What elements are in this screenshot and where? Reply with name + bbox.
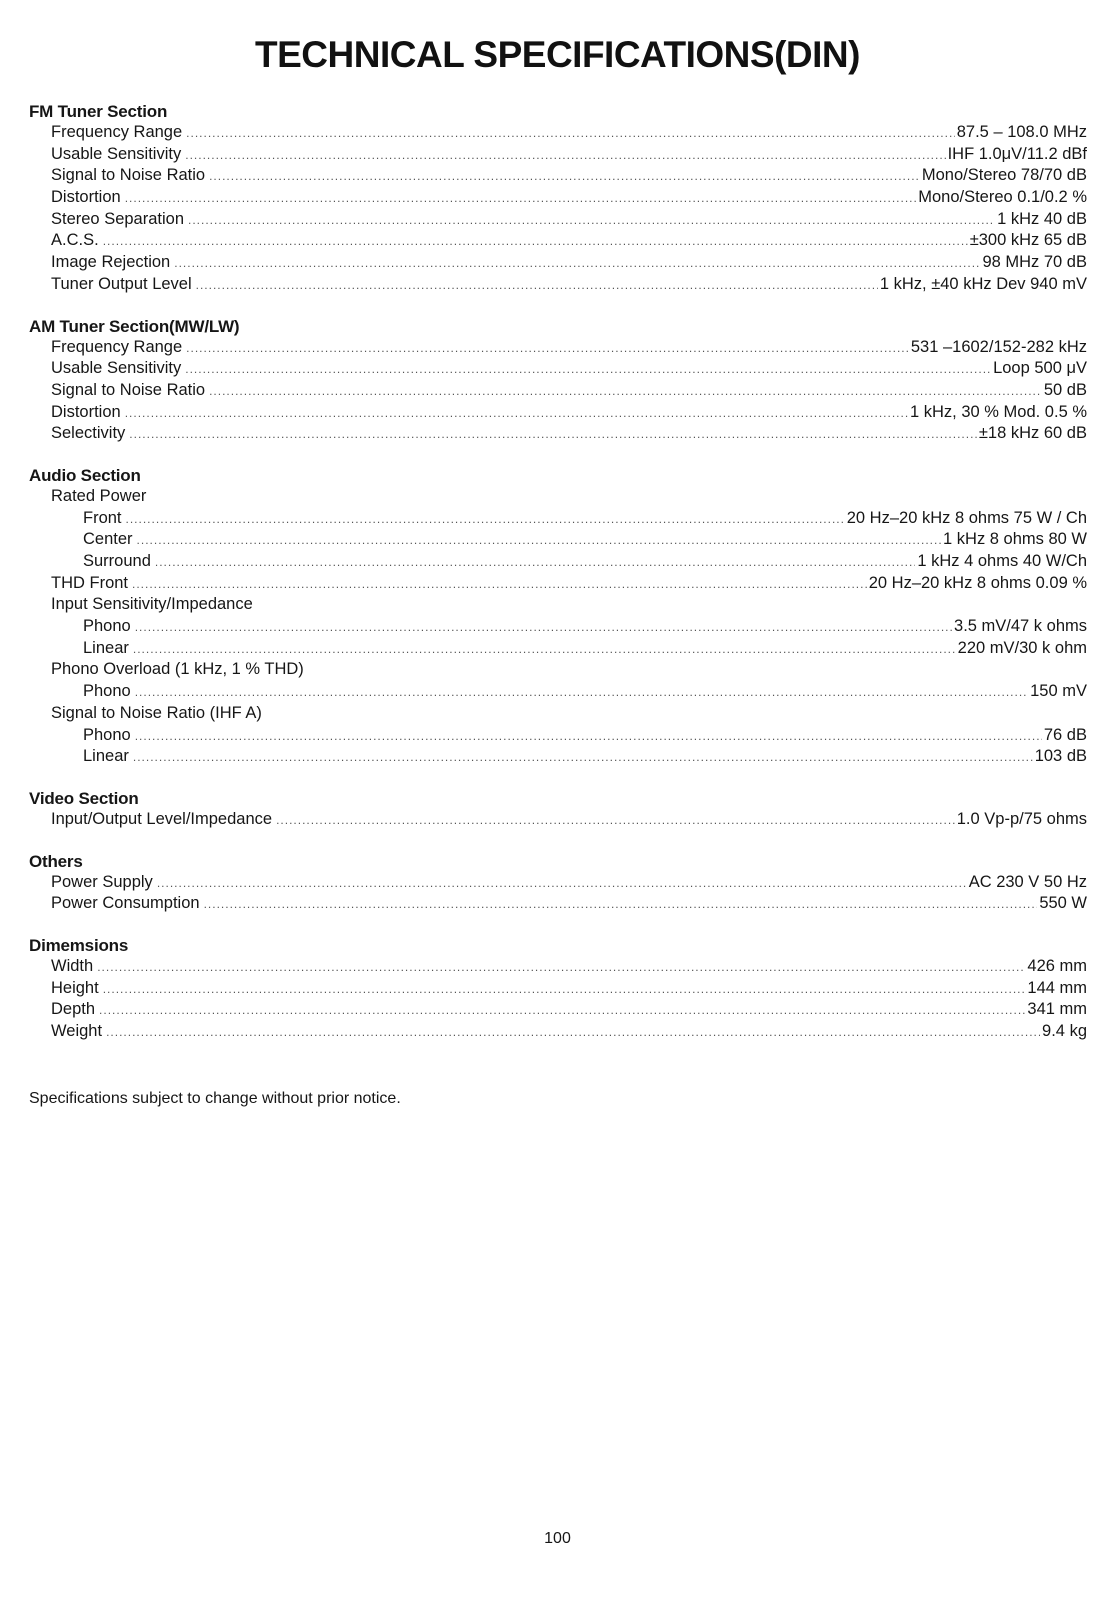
section-heading: FM Tuner Section (29, 102, 168, 121)
dot-leader (137, 530, 942, 552)
spec-value: 9.4 kg (1042, 1022, 1087, 1040)
spec-label: Stereo Separation (51, 209, 185, 228)
dot-leader (126, 509, 845, 531)
spec-value: 341 mm (1027, 1000, 1087, 1019)
spec-value: Mono/Stereo 78/70 dB (921, 166, 1087, 185)
page-title: TECHNICAL SPECIFICATIONS(DIN) (255, 34, 860, 75)
spec-row (29, 508, 1087, 530)
spec-label: Phono (83, 682, 131, 701)
dot-leader (103, 979, 1026, 1001)
spec-row (29, 893, 1087, 915)
spec-section (29, 852, 1087, 915)
spec-label: Phono Overload (1 kHz, 1 % THD) (51, 660, 304, 679)
dot-leader (129, 424, 977, 446)
spec-row (29, 423, 1087, 445)
spec-label: Signal to Noise Ratio (51, 166, 206, 185)
spec-section (29, 936, 1087, 1043)
spec-row (29, 616, 1087, 638)
dot-leader (133, 747, 1033, 769)
spec-row (29, 725, 1087, 747)
dot-leader (97, 957, 1025, 979)
spec-row (29, 999, 1087, 1021)
dot-leader (185, 145, 945, 167)
spec-label: Tuner Output Level (51, 274, 192, 293)
spec-value: 1 kHz, 30 % Mod. 0.5 % (910, 402, 1087, 421)
spec-value: 20 Hz–20 kHz 8 ohms 0.09 % (868, 573, 1087, 592)
spec-row (29, 230, 1087, 252)
spec-label: Phono (83, 617, 131, 636)
spec-value: 103 dB (1034, 747, 1087, 766)
dot-leader (185, 359, 991, 381)
spec-group-label (29, 659, 1087, 681)
spec-label: Weight (51, 1022, 103, 1040)
spec-section (29, 317, 1087, 445)
spec-value: AC 230 V 50 Hz (968, 872, 1087, 891)
spec-label: Frequency Range (51, 337, 183, 356)
section-heading: Dimemsions (29, 935, 129, 955)
spec-value: 1.0 Vp-p/75 ohms (956, 809, 1087, 828)
spec-value: 150 mV (1030, 682, 1087, 701)
spec-value: 50 dB (1043, 380, 1087, 399)
spec-row (29, 573, 1087, 595)
spec-value: 98 MHz 70 dB (982, 253, 1087, 272)
section-heading: Video Section (29, 788, 139, 808)
spec-label: Distortion (51, 402, 121, 421)
spec-row (29, 638, 1087, 660)
spec-value: 1 kHz 8 ohms 80 W (943, 530, 1087, 549)
spec-value: ±300 kHz 65 dB (969, 231, 1087, 250)
spec-row (29, 252, 1087, 274)
dot-leader (188, 210, 995, 232)
spec-row (29, 274, 1087, 296)
spec-sections (29, 102, 1087, 1064)
section-heading: Audio Section (29, 465, 141, 485)
spec-row (29, 165, 1087, 187)
spec-row (29, 380, 1087, 402)
dot-leader (135, 617, 952, 639)
spec-value: 220 mV/30 k ohm (957, 638, 1087, 657)
spec-row (29, 809, 1087, 831)
spec-value: ±18 kHz 60 dB (978, 424, 1087, 443)
spec-label: THD Front (51, 573, 129, 592)
dot-leader (157, 873, 967, 895)
spec-group-label (29, 594, 1087, 616)
spec-row (29, 122, 1087, 144)
section-heading: AM Tuner Section(MW/LW) (29, 316, 240, 336)
spec-row (29, 187, 1087, 209)
spec-group-label (29, 486, 1087, 508)
dot-leader (135, 726, 1042, 748)
spec-row (29, 337, 1087, 359)
spec-label: Input/Output Level/Impedance (51, 809, 273, 828)
spec-section (29, 102, 1087, 296)
spec-row (29, 144, 1087, 166)
dot-leader (135, 682, 1028, 704)
spec-row (29, 551, 1087, 573)
spec-label: Depth (51, 1000, 96, 1019)
spec-label: Input Sensitivity/Impedance (51, 595, 253, 614)
dot-leader (125, 403, 908, 425)
spec-label: Width (51, 956, 94, 975)
dot-leader (196, 275, 878, 297)
spec-label: Signal to Noise Ratio (IHF A) (51, 703, 262, 722)
spec-label: Frequency Range (51, 123, 183, 141)
spec-label: Center (83, 530, 133, 549)
dot-leader (204, 894, 1038, 916)
dot-leader (174, 253, 980, 275)
dot-leader (209, 381, 1042, 403)
dot-leader (186, 338, 909, 360)
dot-leader (209, 166, 920, 188)
page-number: 100 (544, 1530, 571, 1547)
spec-label: Front (83, 508, 122, 527)
spec-value: 3.5 mV/47 k ohms (954, 617, 1087, 636)
spec-section (29, 789, 1087, 831)
spec-value: 1 kHz 40 dB (997, 209, 1087, 228)
spec-label: Surround (83, 552, 151, 570)
spec-label: Rated Power (51, 486, 147, 505)
spec-label: Power Supply (51, 872, 153, 891)
spec-row (29, 681, 1087, 703)
spec-row (29, 872, 1087, 894)
dot-leader (276, 810, 955, 832)
spec-value: 531 –1602/152-282 kHz (910, 337, 1087, 356)
spec-label: Phono (83, 725, 131, 744)
spec-value: 87.5 – 108.0 MHz (956, 123, 1087, 141)
spec-label: Image Rejection (51, 253, 171, 272)
spec-label: Selectivity (51, 424, 126, 443)
spec-row (29, 746, 1087, 768)
dot-leader (132, 574, 867, 596)
dot-leader (106, 1022, 1040, 1044)
spec-row (29, 358, 1087, 380)
dot-leader (103, 231, 968, 253)
dot-leader (155, 552, 915, 574)
spec-value: Loop 500 μV (993, 359, 1087, 378)
spec-value: 144 mm (1027, 978, 1087, 997)
footer-note: Specifications subject to change without prior notice. (29, 1090, 401, 1107)
spec-group-label (29, 703, 1087, 725)
spec-row (29, 956, 1087, 978)
spec-label: Linear (83, 747, 129, 766)
spec-row (29, 1021, 1087, 1043)
spec-label: Usable Sensitivity (51, 144, 182, 163)
spec-value: 76 dB (1043, 725, 1087, 744)
spec-value: 20 Hz–20 kHz 8 ohms 75 W / Ch (846, 508, 1087, 527)
spec-value: 1 kHz, ±40 kHz Dev 940 mV (879, 274, 1087, 293)
spec-label: Distortion (51, 188, 121, 207)
spec-row (29, 978, 1087, 1000)
spec-label: Signal to Noise Ratio (51, 380, 206, 399)
dot-leader (186, 123, 955, 145)
spec-row (29, 209, 1087, 231)
spec-value: 550 W (1039, 894, 1087, 913)
spec-value: Mono/Stereo 0.1/0.2 % (918, 188, 1087, 207)
spec-label: Usable Sensitivity (51, 359, 182, 378)
spec-row (29, 402, 1087, 424)
spec-row (29, 529, 1087, 551)
spec-label: Power Consumption (51, 894, 200, 913)
spec-value: 1 kHz 4 ohms 40 W/Ch (917, 552, 1087, 570)
spec-section (29, 466, 1087, 768)
dot-leader (99, 1000, 1025, 1022)
dot-leader (133, 639, 956, 661)
spec-value: 426 mm (1027, 956, 1087, 975)
spec-label: A.C.S. (51, 231, 99, 250)
section-heading: Others (29, 851, 83, 871)
spec-label: Linear (83, 638, 129, 657)
spec-value: IHF 1.0μV/11.2 dBf (947, 144, 1087, 163)
dot-leader (125, 188, 917, 210)
spec-label: Height (51, 978, 99, 997)
